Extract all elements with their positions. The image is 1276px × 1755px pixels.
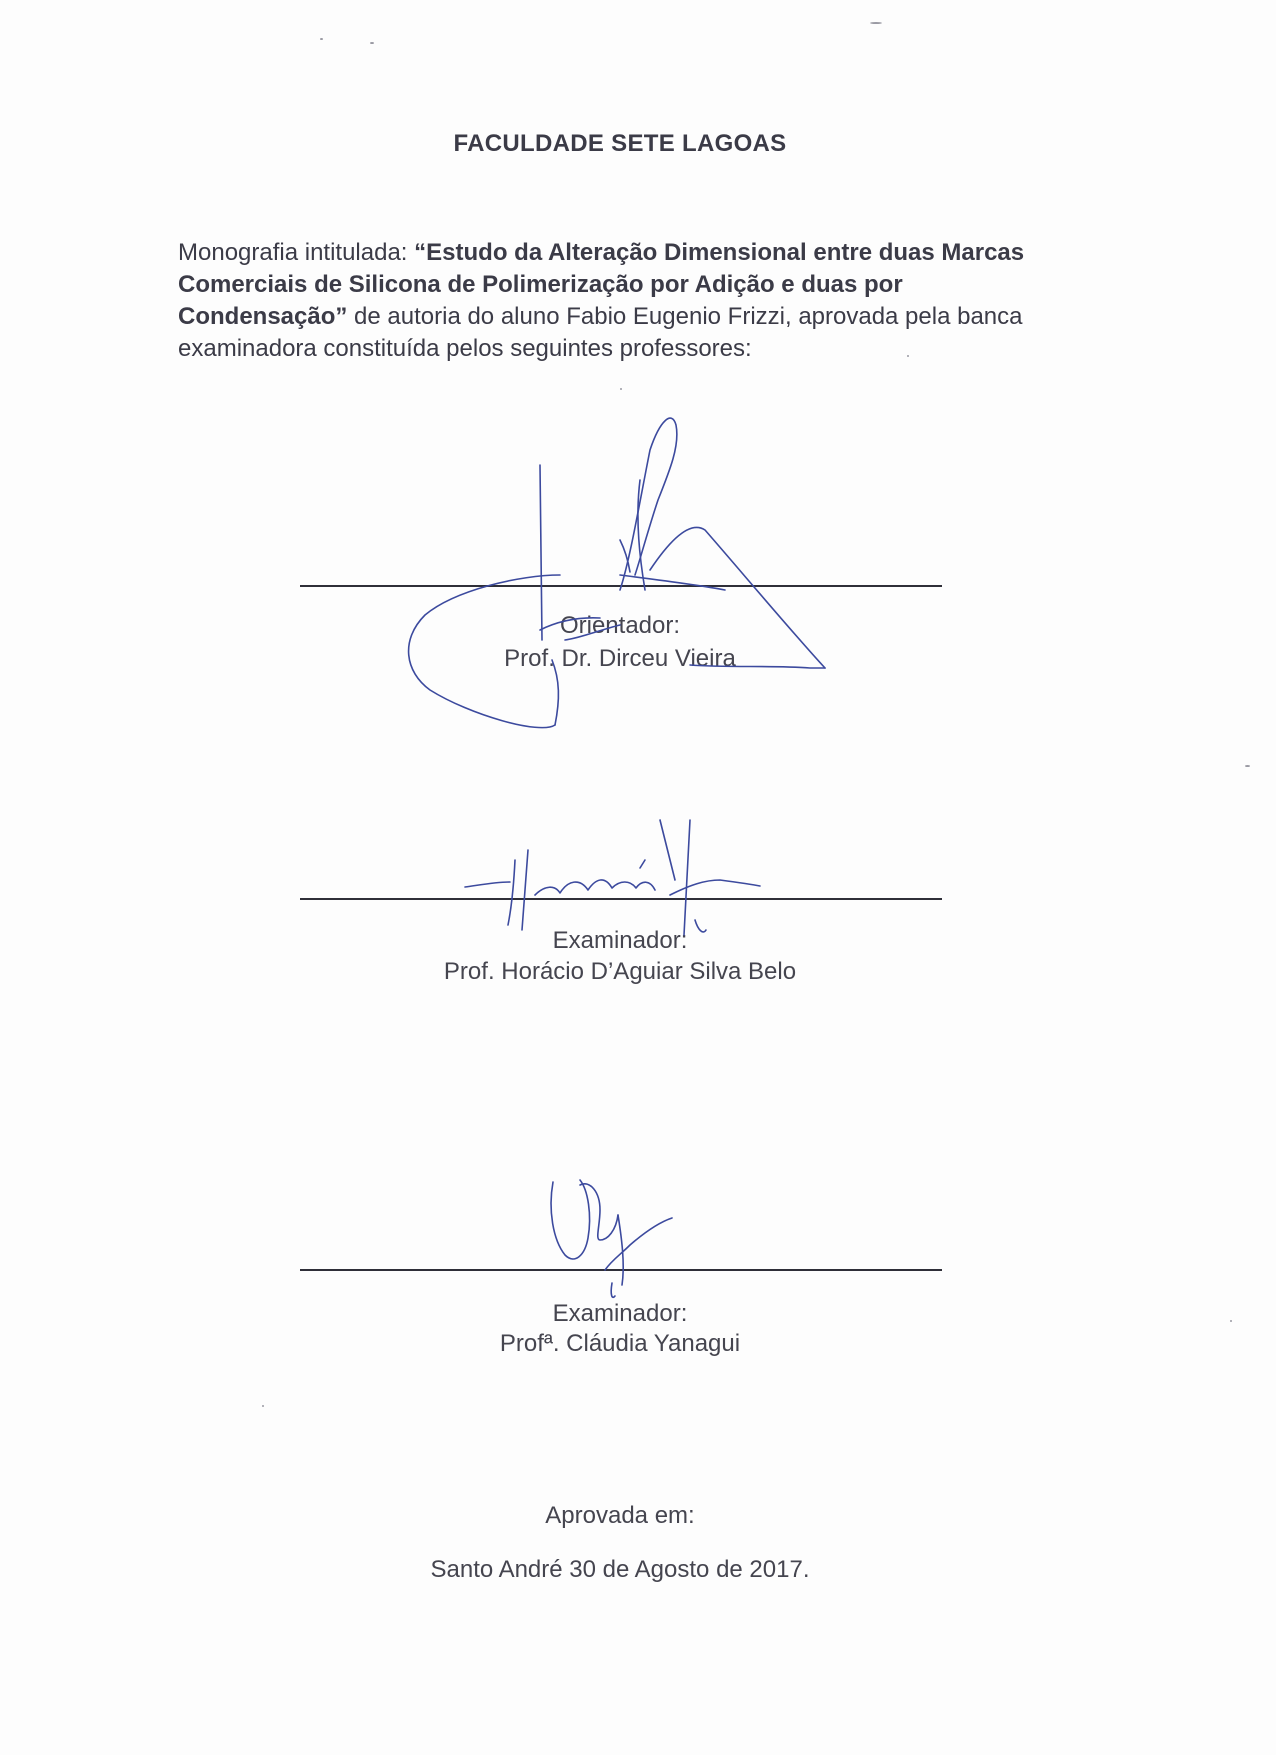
- signature-dirceu-icon: [409, 418, 825, 728]
- scan-speck: [620, 388, 622, 390]
- signature-horacio-icon: [465, 820, 760, 935]
- signature-line: [300, 1269, 942, 1271]
- signature-role: Examinador:: [552, 927, 688, 954]
- scan-speck: [370, 42, 374, 44]
- institution-heading: FACULDADE SETE LAGOAS: [453, 130, 787, 157]
- scan-speck: [320, 38, 323, 40]
- paragraph-intro: Monografia intitulada:: [178, 239, 415, 266]
- approved-label: Aprovada em:: [545, 1502, 695, 1529]
- monograph-title: “Estudo da Alteração Dimensional entre duas Marcas Comerciais de Silicona de Polimerização por Adição e duas por Condensação”: [178, 239, 1025, 330]
- scan-speck: [1230, 1320, 1232, 1322]
- signature-role: Orientador:: [559, 612, 681, 639]
- scan-speck: [870, 22, 882, 24]
- approval-paragraph: [178, 237, 1078, 365]
- signature-name: Profª. Cláudia Yanagui: [499, 1330, 741, 1357]
- signature-line: [300, 898, 942, 900]
- paragraph-rest: de autoria do aluno Fabio Eugenio Frizzi, aprovada pela banca examinadora constituída pelos seguintes professores:: [178, 303, 1023, 362]
- signature-role: Examinador:: [552, 1300, 688, 1327]
- place-date: Santo André 30 de Agosto de 2017.: [430, 1556, 810, 1583]
- scan-speck: [262, 1405, 264, 1407]
- signature-line: [300, 585, 942, 587]
- scan-speck: [1245, 765, 1250, 767]
- signature-claudia-icon: [551, 1180, 672, 1297]
- signature-name: Prof. Dr. Dirceu Vieira: [504, 645, 736, 672]
- signature-name: Prof. Horácio D’Aguiar Silva Belo: [443, 958, 797, 985]
- scan-speck: [907, 355, 909, 357]
